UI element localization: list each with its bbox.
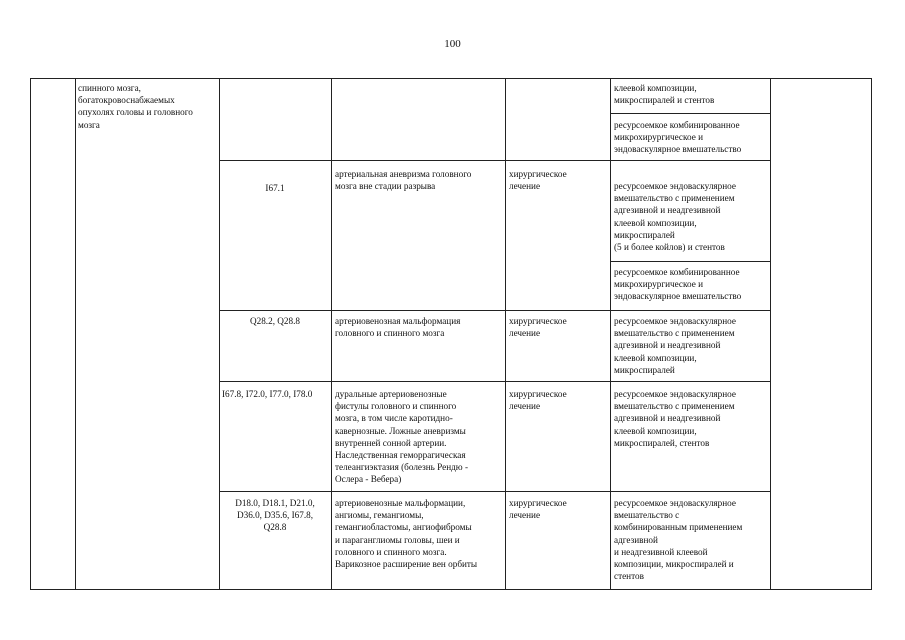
col-border-1: [75, 78, 76, 590]
col-border-6: [770, 78, 771, 590]
row-1-method-b: ресурсоемкое комбинированное микрохирургическое и эндоваскулярное вмешательство: [614, 267, 742, 302]
row-2-model: артериовенозная мальформация головного и спинного мозга: [335, 316, 461, 339]
row-4-treatment: хирургическое лечение: [509, 498, 567, 521]
method-subseparator: [610, 261, 771, 262]
diagnosis-continued: спинного мозга, богатокровоснабжаемых опухолях головы и головного мозга: [78, 83, 193, 130]
row-separator: [219, 491, 771, 492]
row-1-model: артериальная аневризма головного мозга вне стадии разрыва: [335, 169, 472, 192]
row-4-method-a: ресурсоемкое эндоваскулярное вмешательство с комбинированным применением адгезивной и неадгезивной клеевой композиции, микроспиралей и стентов: [614, 498, 743, 582]
row-3-method-a: ресурсоемкое эндоваскулярное вмешательство с применением адгезивной и неадгезивной клеевой композиции, микроспиралей, стентов: [614, 389, 736, 448]
method-subseparator: [610, 113, 771, 114]
row-1-method-a: ресурсоемкое эндоваскулярное вмешательство с применением адгезивной и неадгезивной клеевой композиции, микроспиралей (5 и более койлов) и стентов: [614, 181, 736, 253]
table-top-border: [30, 78, 872, 79]
row-4-code: D18.0, D18.1, D21.0, D36.0, D35.6, I67.8, Q28.8: [235, 498, 315, 533]
row-4-model: артериовенозные мальформации, ангиомы, гемангиомы, гемангиобластомы, ангиофибромы и параганглиомы головы, шеи и головного и спинного мозга. Варикозное расширение вен орбиты: [335, 498, 478, 570]
col-border-5: [610, 78, 611, 590]
col-border-0: [30, 78, 31, 590]
method-continued-1: клеевой композиции, микроспиралей и стентов: [614, 83, 715, 106]
row-separator: [219, 381, 771, 382]
table-bottom-border: [30, 589, 872, 590]
row-2-treatment: хирургическое лечение: [509, 316, 567, 339]
row-3-model: дуральные артериовенозные фистулы головного и спинного мозга, в том числе каротидно- кавернозные. Ложные аневризмы внутренней сонной артерии. Наследственная геморрагическая телеангиэктазия (болезнь Рендю - Ослера - Вебера): [335, 389, 468, 485]
row-3-code: I67.8, I72.0, I77.0, I78.0: [222, 389, 313, 399]
row-3-treatment: хирургическое лечение: [509, 389, 567, 412]
col-border-7: [871, 78, 872, 590]
row-1-treatment: хирургическое лечение: [509, 169, 567, 192]
page-number: 100: [444, 38, 461, 50]
col-border-4: [505, 78, 506, 590]
col-border-3: [331, 78, 332, 590]
row-1-code: I67.1: [265, 183, 285, 193]
row-2-method-a: ресурсоемкое эндоваскулярное вмешательство с применением адгезивной и неадгезивной клеевой композиции, микроспиралей: [614, 316, 736, 375]
method-continued-2: ресурсоемкое комбинированное микрохирургическое и эндоваскулярное вмешательство: [614, 120, 742, 155]
row-2-code: Q28.2, Q28.8: [249, 316, 301, 326]
row-separator: [219, 160, 771, 161]
row-separator: [219, 310, 771, 311]
